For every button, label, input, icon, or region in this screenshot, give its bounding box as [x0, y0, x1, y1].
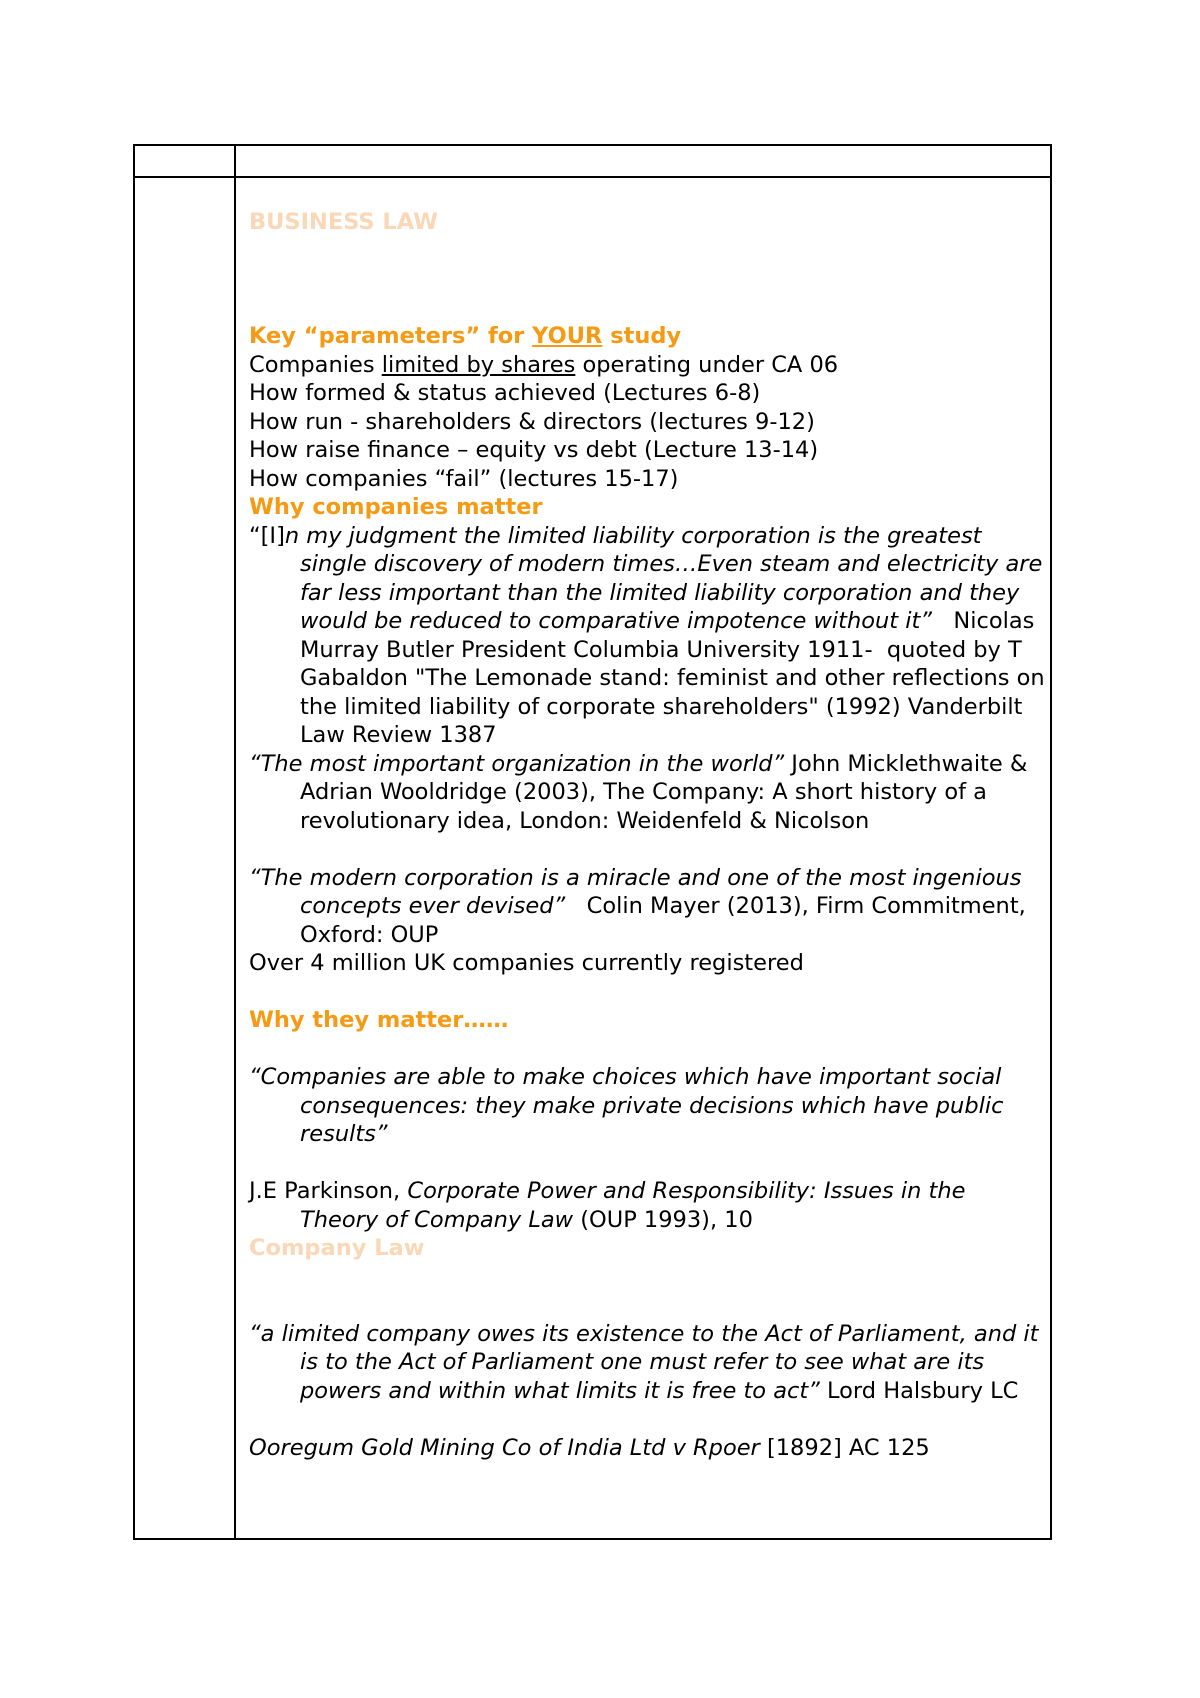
parkinson-quote: “Companies are able to make choices which have important social consequences: they make private decisions which have public results” — [249, 1064, 1004, 1147]
company-law-heading: Company Law — [249, 1235, 425, 1261]
table-column-divider — [234, 146, 236, 1538]
companies-limited-line: Companies limited by shares operating under CA 06 — [249, 351, 839, 378]
your-emphasis: YOUR — [532, 323, 603, 349]
limited-by-shares-text: limited by shares — [381, 351, 576, 378]
table-content-cell — [249, 208, 1052, 1462]
lecture-item: How raise finance – equity vs debt (Lecture 13-14) — [249, 437, 819, 463]
business-law-heading: BUSINESS LAW — [249, 209, 438, 235]
halsbury-quote: “a limited company owes its existence to the Act of Parliament, and it is to the Act of Parliament one must refer to see what are its powers and within what limits it is free to act” Lord Halsbury LC — [249, 1320, 1039, 1404]
companies-registered-line: Over 4 million UK companies currently registered — [249, 950, 804, 976]
lecture-item: How run - shareholders & directors (lectures 9-12) — [249, 408, 815, 435]
parkinson-citation: J.E Parkinson, Corporate Power and Responsibility: Issues in the Theory of Company Law (OUP 1993), 10 — [249, 1178, 966, 1233]
butler-quote: “[I]n my judgment the limited liability corporation is the greatest single discovery of modern times…Even steam and electricity are far less important than the limited liability corporation and they would be reduced to comparative impotence without it” Nicolas Murray Butler President Columbia University 1911- quoted by T Gabaldon "The Lemonade stand: feminist and other reflections on the limited liability of corporate shareholders" (1992) Vanderbilt Law Review 1387 — [249, 522, 1052, 748]
lecture-item: How formed & status achieved (Lectures 6-8) — [249, 380, 761, 406]
micklethwaite-quote: “The most important organization in the world” John Micklethwaite & Adrian Wooldridge (2003), The Company: A short history of a revolutionary idea, London: Weidenfeld & Nicolson — [249, 750, 1028, 834]
ooregum-case-citation: Ooregum Gold Mining Co of India Ltd v Rpoer [1892] AC 125 — [249, 1434, 930, 1461]
document-table — [133, 144, 1052, 1540]
key-parameters-heading: Key “parameters” for YOUR study — [249, 323, 682, 349]
mayer-quote: “The modern corporation is a miracle and one of the most ingenious concepts ever devised” Colin Mayer (2013), Firm Commitment, Oxford: OUP — [249, 864, 1033, 948]
why-companies-matter-heading: Why companies matter — [249, 494, 543, 520]
table-header-divider — [135, 176, 1050, 178]
why-they-matter-heading: Why they matter…… — [249, 1007, 509, 1033]
lecture-item: How companies “fail” (lectures 15-17) — [249, 465, 679, 492]
